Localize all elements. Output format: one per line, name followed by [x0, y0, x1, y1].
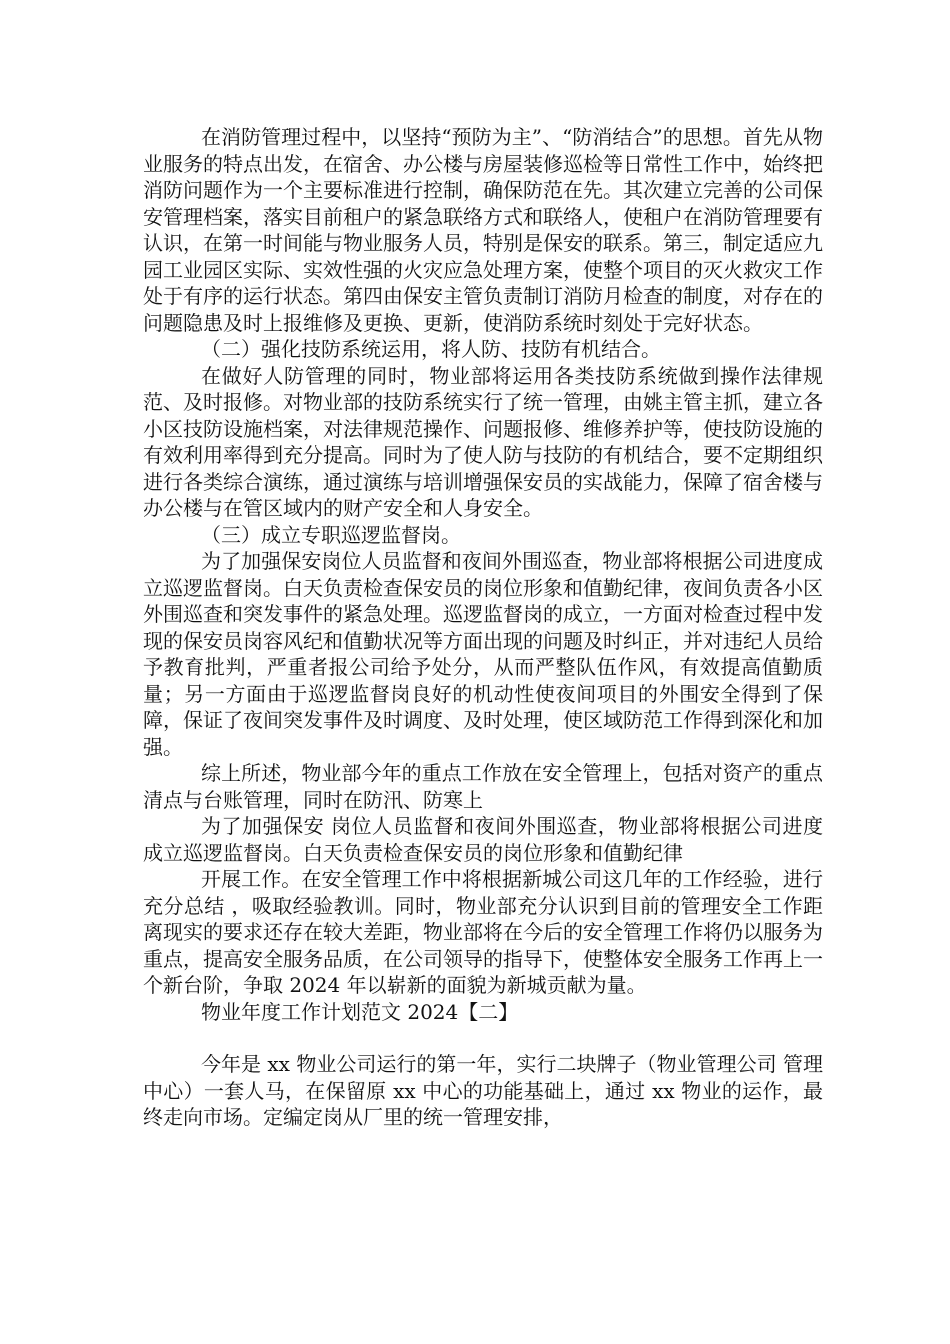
paragraph-conclusion: 开展工作。在安全管理工作中将根据新城公司这几年的工作经验，进行充分总结 ，吸取经验教训。同时，物业部充分认识到目前的管理安全工作距离现实的要求还存在较大差距，物业部将在今后的安全管理工作将仍以服务为重点，提高安全服务品质，在公司领导的指导下，使整体安全服务工作再上一个新台阶，争取 2024 年以崭新的面貌为新城贡献为量。	[143, 867, 823, 997]
paragraph-summary: 综上所述，物业部今年的重点工作放在安全管理上，包括对资产的重点清点与台账管理，同时在防汛、防寒上	[143, 761, 823, 812]
paragraph-tech-defense: 在做好人防管理的同时，物业部将运用各类技防系统做到操作法律规范、及时报修。对物业部的技防系统实行了统一管理，由姚主管主抓，建立各小区技防设施档案，对法律规范操作、问题报修、维修养护等，使技防设施的有效利用率得到充分提高。同时为了使人防与技防的有机结合，要不定期组织进行各类综合演练，通过演练与培训增强保安员的实战能力，保障了宿舍楼与办公楼与在管区域内的财产安全和人身安全。	[143, 363, 823, 520]
paragraph-repeat-patrol: 为了加强保安 岗位人员监督和夜间外围巡查，物业部将根据公司进度成立巡逻监督岗。白天负责检查保安员的岗位形象和值勤纪律	[143, 814, 823, 865]
blank-line	[143, 1025, 823, 1051]
section-title-plan-two: 物业年度工作计划范文 2024【二】	[201, 999, 519, 1024]
paragraph-fire-management: 在消防管理过程中，以坚持“预防为主”、“防消结合”的思想。首先从物业服务的特点出发，在宿舍、办公楼与房屋装修巡检等日常性工作中，始终把消防问题作为一个主要标准进行控制，确保防范在先。其次建立完善的公司保安管理档案，落实目前租户的紧急联络方式和联络人，使租户在消防管理要有认识，在第一时间能与物业服务人员，特别是保安的联系。第三，制定适应九园工业园区实际、实效性强的火灾应急处理方案，使整个项目的灭火救灾工作处于有序的运行状态。第四由保安主管负责制订消防月检查的制度，对存在的问题隐患及时上报维修及更换、更新，使消防系统时刻处于完好状态。	[143, 125, 823, 335]
paragraph-patrol-post: 为了加强保安岗位人员监督和夜间外围巡查，物业部将根据公司进度成立巡逻监督岗。白天负责检查保安员的岗位形象和值勤纪律，夜间负责各小区外围巡查和突发事件的紧急处理。巡逻监督岗的成立，一方面对检查过程中发现的保安员岗容风纪和值勤状况等方面出现的问题及时纠正，并对违纪人员给予教育批判，严重者报公司给予处分，从而严整队伍作风，有效提高值勤质量；另一方面由于巡逻监督岗良好的机动性使夜间项目的外围安全得到了保障，保证了夜间突发事件及时调度、及时处理，使区域防范工作得到深化和加强。	[143, 549, 823, 759]
document-body	[143, 124, 823, 1131]
section-heading-tech-defense: （二）强化技防系统运用，将人防、技防有机结合。	[201, 337, 661, 361]
section-heading-patrol-post: （三）成立专职巡逻监督岗。	[201, 522, 461, 547]
paragraph-first-year: 今年是 xx 物业公司运行的第一年，实行二块牌子（物业管理公司 管理中心）一套人马，在保留原 xx 中心的功能基础上，通过 xx 物业的运作，最终走向市场。定编定岗从厂里的统一管理安排，	[143, 1052, 823, 1129]
